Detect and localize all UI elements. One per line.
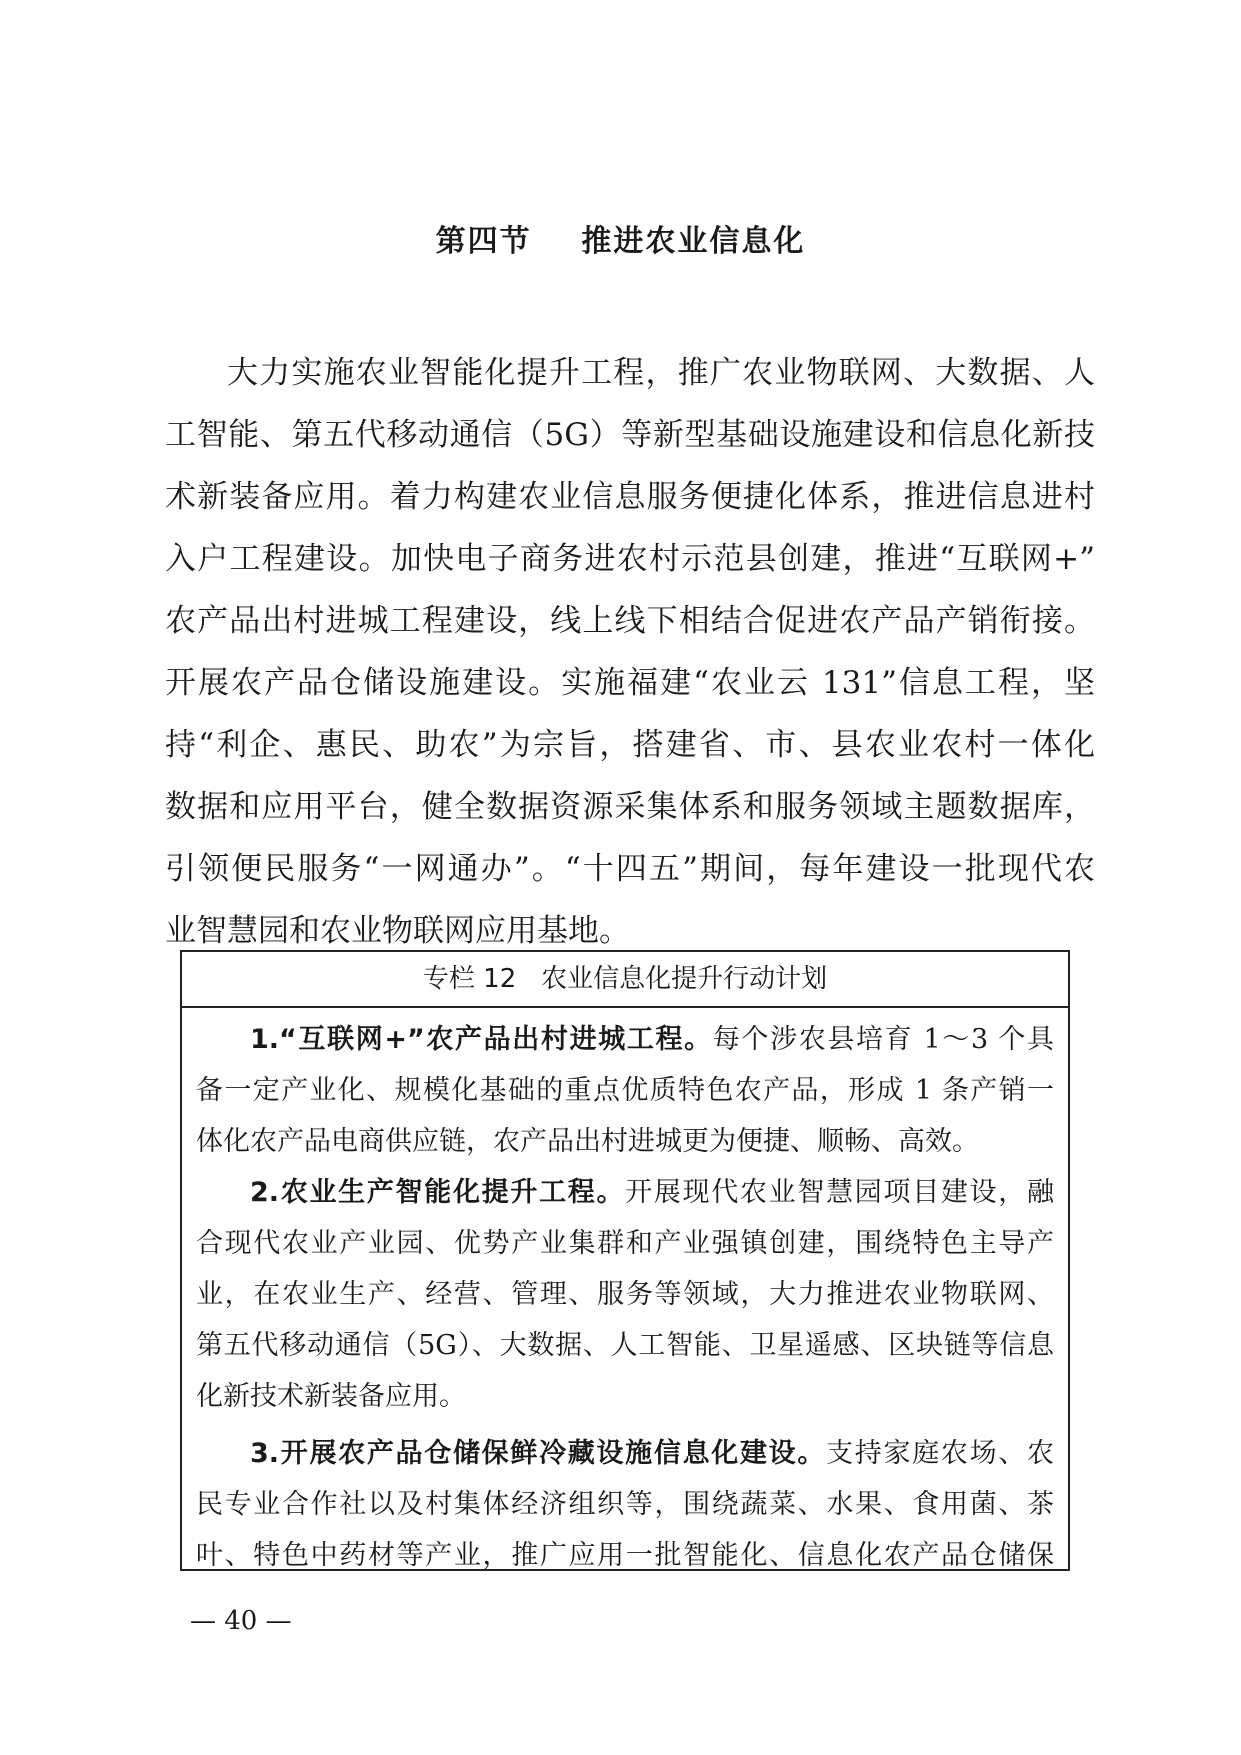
box-item-1-line: 备一定产业化、规模化基础的重点优质特色农产品，形成 1 条产销一 xyxy=(196,1075,1054,1106)
body-line: 数据和应用平台，健全数据资源采集体系和服务领域主题数据库， xyxy=(165,789,1095,825)
box-item-3-line: 叶、特色中药材等产业，推广应用一批智能化、信息化农产品仓储保 xyxy=(196,1540,1054,1571)
section-title: 第四节 推进农业信息化 xyxy=(435,224,806,259)
box-item-2-text: 开展现代农业智慧园项目建设，融 xyxy=(625,1177,1054,1208)
box-item-3-heading: 3.开展农产品仓储保鲜冷藏设施信息化建设。 xyxy=(250,1438,827,1469)
body-line: 入户工程建设。加快电子商务进农村示范县创建，推进“互联网+” xyxy=(165,541,1095,577)
box-item-3-line xyxy=(196,1428,1054,1479)
box-item-2-line: 第五代移动通信（5G）、大数据、人工智能、卫星遥感、区块链等信息 xyxy=(196,1330,1054,1361)
feature-box-title: 专栏 12 农业信息化提升行动计划 xyxy=(182,952,1068,1008)
body-line: 农产品出村进城工程建设，线上线下相结合促进农产品产销衔接。 xyxy=(165,603,1095,639)
box-item-2-line: 业，在农业生产、经营、管理、服务等领域，大力推进农业物联网、 xyxy=(196,1279,1054,1310)
box-item-2-line: 化新技术新装备应用。 xyxy=(196,1381,466,1412)
box-item-2-line: 合现代农业产业园、优势产业集群和产业强镇创建，围绕特色主导产 xyxy=(196,1228,1054,1259)
box-item-1-line xyxy=(196,1014,1054,1065)
feature-box xyxy=(180,950,1070,1571)
page-number: — 40 — xyxy=(190,1606,292,1636)
body-line: 术新装备应用。着力构建农业信息服务便捷化体系，推进信息进村 xyxy=(165,479,1095,515)
box-item-2-line xyxy=(196,1167,1054,1218)
body-line: 工智能、第五代移动通信（5G）等新型基础设施建设和信息化新技 xyxy=(165,417,1095,453)
box-item-3-line: 民专业合作社以及村集体经济组织等，围绕蔬菜、水果、食用菌、茶 xyxy=(196,1489,1054,1520)
body-line: 开展农产品仓储设施建设。实施福建“农业云 131”信息工程，坚 xyxy=(165,665,1095,701)
box-item-1-heading: 1.“互联网+”农产品出村进城工程。 xyxy=(250,1024,713,1055)
body-line: 大力实施农业智能化提升工程，推广农业物联网、大数据、人 xyxy=(227,355,1095,391)
body-paragraph xyxy=(165,342,1095,962)
box-item-2-heading: 2.农业生产智能化提升工程。 xyxy=(250,1177,626,1208)
box-item-3-text: 支持家庭农场、农 xyxy=(826,1438,1055,1469)
box-item-1-line: 体化农产品电商供应链，农产品出村进城更为便捷、顺畅、高效。 xyxy=(196,1126,979,1157)
body-line: 引领便民服务“一网通办”。“十四五”期间，每年建设一批现代农 xyxy=(165,851,1095,887)
body-line: 业智慧园和农业物联网应用基地。 xyxy=(165,913,630,949)
body-line: 持“利企、惠民、助农”为宗旨，搭建省、市、县农业农村一体化 xyxy=(165,727,1095,763)
feature-box-content xyxy=(182,1014,1068,1581)
box-item-1-text: 每个涉农县培育 1～3 个具 xyxy=(712,1024,1054,1055)
